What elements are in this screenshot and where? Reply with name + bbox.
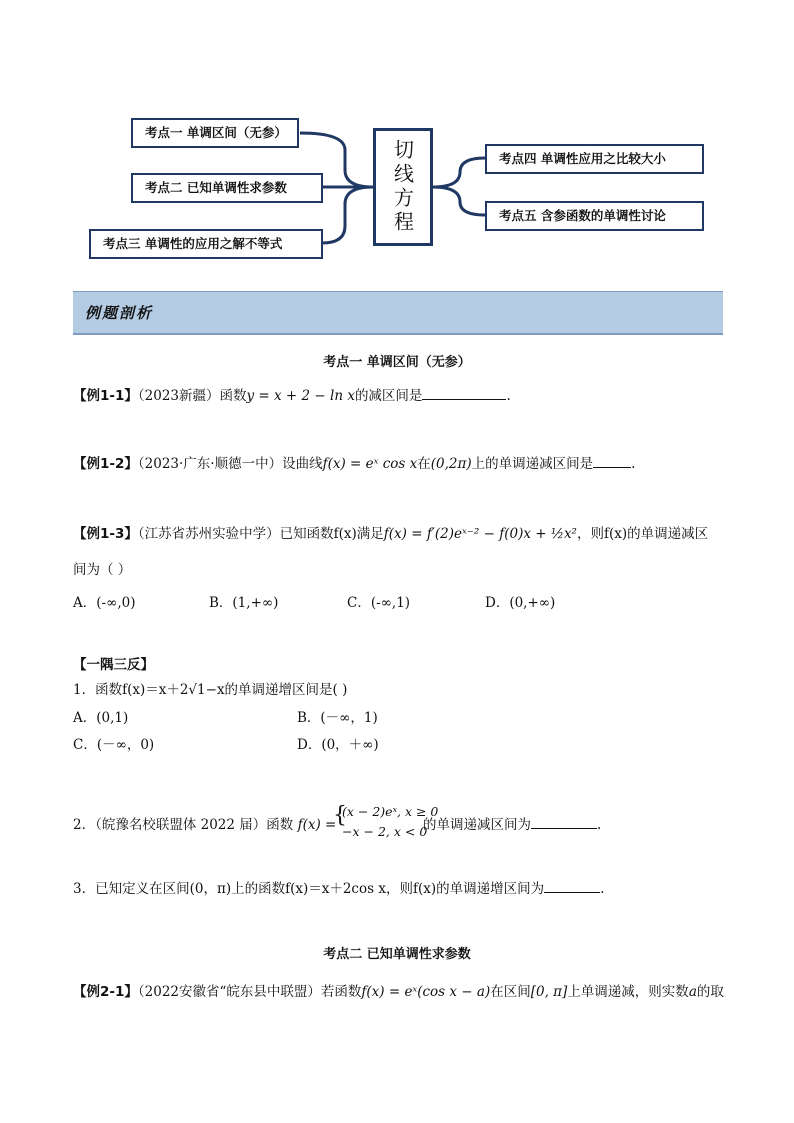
example-text: 上的单调递减区间是	[471, 456, 594, 472]
q1-choice-a[interactable]: A．(0,1)	[73, 710, 129, 726]
example-source: （2023新疆）函数	[137, 388, 247, 404]
question-text: 的单调递减区间为	[423, 817, 531, 833]
example-1-3-line2: 间为（ ）	[73, 562, 132, 578]
example-tag: 【例2-1】	[73, 984, 138, 1000]
section-banner	[73, 291, 723, 335]
formula: y = x + 2 − ln x	[246, 388, 355, 404]
piecewise-brace: {	[333, 803, 347, 828]
practice-heading: 【一隅三反】	[73, 657, 154, 673]
example-source: （2022安徽省“皖东县中联盟）若函数	[137, 984, 362, 1000]
formula: f(x) =	[297, 817, 337, 833]
question-text: 3．已知定义在区间(0，π)上的函数f(x)＝x＋2cos x，则f(x)的单调递增区间为	[73, 881, 545, 897]
choice-b[interactable]: B．(1,+∞)	[209, 595, 279, 611]
mindmap-node-topic1	[131, 118, 299, 148]
example-text: ，则f(x)的单调递减区	[576, 526, 709, 542]
example-tag: 【例1-3】	[73, 526, 138, 542]
formula: f(x) = f′(2)eˣ⁻² − f(0)x + ½x²	[383, 526, 577, 542]
section2-title: 考点二 已知单调性求参数	[323, 947, 471, 962]
practice-q2	[73, 813, 336, 833]
choice-c[interactable]: C．(-∞,1)	[347, 595, 411, 611]
interval: (0,2π)	[430, 456, 472, 472]
practice-q1: 1．函数f(x)＝x＋2√1−x的单调递增区间是( )	[73, 682, 348, 698]
mindmap-node-topic4	[485, 144, 704, 174]
period: .	[597, 817, 602, 833]
mindmap-node-label: 考点五 含参函数的单调性讨论	[499, 208, 666, 223]
q1-choice-c[interactable]: C．(－∞，0)	[73, 737, 155, 753]
formula: f(x) = eˣ(cos x − a)	[361, 984, 491, 1000]
variable: a	[688, 984, 697, 1000]
piecewise-case-1: (x − 2)eˣ, x ≥ 0	[342, 804, 439, 819]
example-1-3	[73, 522, 708, 542]
mindmap-node-topic3	[89, 229, 323, 259]
banner-title: 例题剖析	[85, 304, 154, 322]
answer-blank[interactable]	[422, 385, 506, 400]
mindmap-node-topic2	[131, 173, 323, 203]
section1-title: 考点一 单调区间（无参）	[323, 355, 471, 370]
example-1-1	[73, 384, 511, 404]
formula: f(x) = eˣ cos x	[322, 456, 418, 472]
example-text: 的取	[696, 984, 724, 1000]
example-1-2	[73, 452, 635, 472]
example-text: 在区间	[490, 984, 531, 1000]
example-text: 上单调递减，则实数	[567, 984, 689, 1000]
mindmap-node-label: 考点二 已知单调性求参数	[145, 180, 287, 195]
choice-d[interactable]: D．(0,+∞)	[485, 595, 556, 611]
example-tag: 【例1-1】	[73, 388, 138, 404]
mindmap-node-label: 考点一 单调区间（无参）	[145, 125, 287, 140]
mindmap-node-label: 考点四 单调性应用之比较大小	[499, 151, 666, 166]
choice-a[interactable]: A．(-∞,0)	[73, 595, 136, 611]
interval: [0, π]	[530, 984, 568, 1000]
answer-blank[interactable]	[531, 814, 597, 829]
question-text: 2．（皖豫名校联盟体 2022 届）函数	[73, 817, 294, 833]
q1-choice-d[interactable]: D．(0，＋∞)	[297, 737, 379, 753]
example-source: （江苏省苏州实验中学）已知函数f(x)满足	[137, 526, 384, 542]
period: .	[506, 388, 511, 404]
mindmap-node-topic5	[485, 201, 704, 231]
example-2-1	[73, 980, 724, 1000]
answer-blank[interactable]	[593, 453, 631, 468]
practice-q2-tail	[423, 813, 601, 833]
example-text: 在	[417, 456, 431, 472]
example-source: （2023·广东·顺德一中）设曲线	[137, 456, 323, 472]
example-text: 的减区间是	[354, 388, 423, 404]
example-tag: 【例1-2】	[73, 456, 138, 472]
piecewise-case-2: −x − 2, x < 0	[342, 824, 428, 839]
period: .	[631, 456, 636, 472]
mindmap-center-node	[373, 128, 433, 246]
practice-q3	[73, 877, 604, 897]
answer-blank[interactable]	[544, 878, 600, 893]
mindmap-node-label: 考点三 单调性的应用之解不等式	[103, 236, 283, 251]
period: .	[600, 881, 605, 897]
q1-choice-b[interactable]: B．(－∞，1)	[297, 710, 378, 726]
mindmap-center-label: 切线方程	[390, 139, 415, 235]
